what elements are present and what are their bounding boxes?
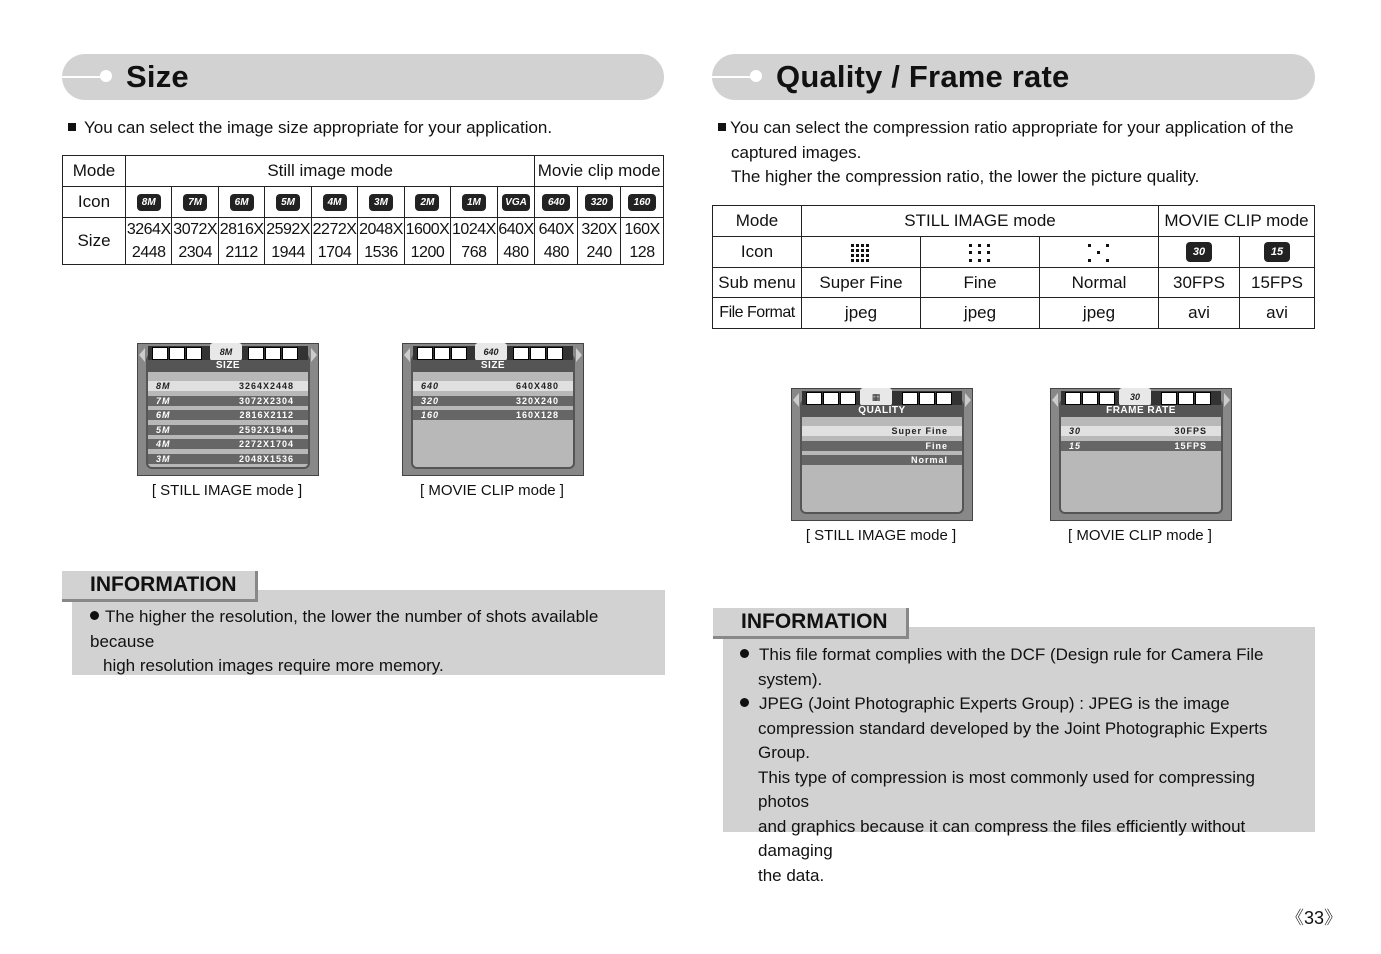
- size-value-cell: 320X 240: [578, 218, 621, 265]
- screen-tab-bar: [148, 346, 308, 360]
- format-label: File Format: [713, 298, 802, 329]
- format-cell: avi: [1159, 298, 1240, 329]
- screen-heading: SIZE: [413, 360, 573, 372]
- option-label: 640X480: [515, 381, 559, 391]
- menu-option[interactable]: [148, 396, 308, 406]
- format-cell: jpeg: [1040, 298, 1159, 329]
- size-value-cell: 1024X 768: [451, 218, 497, 265]
- size-value-cell: 2048X 1536: [358, 218, 404, 265]
- size-icon-cell: [265, 187, 311, 218]
- quality-intro: You can select the compression ratio appropriate for your application of the captured images. The higher the compression ratio, the lower the picture quality.: [718, 116, 1308, 190]
- menu-option[interactable]: [802, 426, 962, 436]
- super-fine-icon: ▦: [860, 388, 892, 406]
- quality-table: [712, 205, 1315, 329]
- resolution-icon: 640: [542, 194, 570, 211]
- 30fps-icon: 30: [1159, 237, 1240, 268]
- menu-option[interactable]: [802, 441, 962, 451]
- screen-heading: QUALITY: [802, 405, 962, 417]
- option-icon: 3M: [156, 453, 171, 464]
- submenu-cell: Normal: [1040, 268, 1159, 298]
- submenu-cell: 15FPS: [1240, 268, 1315, 298]
- screen-heading: FRAME RATE: [1061, 405, 1221, 417]
- size-value-cell: 3264X 2448: [126, 218, 172, 265]
- option-icon: 30: [1069, 426, 1082, 436]
- selected-tab: 30: [1119, 388, 1151, 406]
- format-cell: avi: [1240, 298, 1315, 329]
- resolution-icon: 4M: [323, 194, 347, 211]
- menu-option[interactable]: [148, 454, 308, 464]
- size-value-cell: 1600X 1200: [404, 218, 450, 265]
- quality-header: [712, 54, 1315, 100]
- frame-rate-screen: [1050, 388, 1232, 521]
- quality-screen: [791, 388, 973, 521]
- menu-option[interactable]: [802, 455, 962, 465]
- size-value-cell: 2272X 1704: [311, 218, 357, 265]
- screen-tab-bar: [413, 346, 573, 360]
- submenu-cell: Fine: [921, 268, 1040, 298]
- quality-still-caption: [ STILL IMAGE mode ]: [805, 527, 957, 544]
- mode-label: Mode: [713, 206, 802, 237]
- submenu-label: Sub menu: [713, 268, 802, 298]
- still-size-caption: [ STILL IMAGE mode ]: [151, 482, 303, 499]
- resolution-icon: 6M: [230, 194, 254, 211]
- size-title: Size: [126, 59, 189, 94]
- frame-rate-caption: [ MOVIE CLIP mode ]: [1068, 527, 1212, 544]
- size-value-cell: 640X 480: [535, 218, 578, 265]
- option-icon: 4M: [156, 439, 171, 449]
- screen-tab-bar: [1061, 391, 1221, 405]
- icon-label: Icon: [713, 237, 802, 268]
- option-label: 320X240: [515, 395, 559, 406]
- screen-heading: SIZE: [148, 360, 308, 372]
- option-label: Fine: [925, 440, 948, 451]
- menu-option[interactable]: [148, 410, 308, 420]
- still-size-screen: [137, 343, 319, 476]
- resolution-icon: 8M: [137, 194, 161, 211]
- option-label: Super Fine: [891, 426, 948, 436]
- size-info-text: The higher the resolution, the lower the number of shots available because high resolution images require more memory.: [90, 607, 599, 675]
- resolution-icon: 5M: [276, 194, 300, 211]
- size-icon-cell: [358, 187, 404, 218]
- super-fine-icon: [802, 237, 921, 268]
- size-icon-cell: [218, 187, 264, 218]
- menu-option[interactable]: [1061, 441, 1221, 451]
- menu-option[interactable]: [413, 396, 573, 406]
- size-icon-cell: [404, 187, 450, 218]
- format-cell: jpeg: [802, 298, 921, 329]
- selected-tab: 8M: [210, 343, 242, 361]
- menu-option[interactable]: [413, 410, 573, 420]
- movie-size-screen: [402, 343, 584, 476]
- option-icon: 7M: [156, 395, 171, 406]
- size-value-cell: 640X 480: [497, 218, 535, 265]
- option-icon: 8M: [156, 381, 171, 391]
- movie-mode-header: MOVIE CLIP mode: [1159, 206, 1315, 237]
- option-label: 2272X1704: [238, 439, 294, 449]
- menu-option[interactable]: [413, 381, 573, 391]
- size-icon-cell: [126, 187, 172, 218]
- submenu-cell: Super Fine: [802, 268, 921, 298]
- option-label: 2592X1944: [238, 424, 294, 435]
- fine-icon: [921, 237, 1040, 268]
- quality-info-text: This file format complies with the DCF (Design rule for Camera File system). JPEG (Joint Photographic Experts Group) : JPEG is the image compression standard developed by the Joint Photographic Experts Group. This type of compression is most commonly used for compressing photos and graphics because it can compress the files efficiently without damaging the data.: [740, 643, 1310, 888]
- option-label: 3072X2304: [238, 395, 294, 406]
- option-icon: 15: [1069, 440, 1082, 451]
- option-label: Normal: [910, 455, 948, 465]
- size-icon-cell: [497, 187, 535, 218]
- icon-label: Icon: [63, 187, 126, 218]
- option-label: 15FPS: [1174, 440, 1207, 451]
- mode-label: Mode: [63, 156, 126, 187]
- menu-option[interactable]: [1061, 426, 1221, 436]
- resolution-icon: 160: [628, 194, 656, 211]
- size-value-cell: 3072X 2304: [172, 218, 218, 265]
- movie-mode-header: Movie clip mode: [535, 156, 664, 187]
- still-mode-header: Still image mode: [126, 156, 535, 187]
- page-number: 《33》: [1286, 908, 1343, 928]
- option-label: 160X128: [515, 410, 559, 420]
- quality-title: Quality / Frame rate: [776, 59, 1070, 94]
- menu-option[interactable]: [148, 425, 308, 435]
- normal-icon: [1040, 237, 1159, 268]
- size-header: [62, 54, 664, 100]
- option-icon: 160: [421, 410, 440, 420]
- option-icon: 320: [421, 395, 440, 406]
- size-info-title: INFORMATION: [62, 571, 258, 602]
- size-intro: You can select the image size appropriate for your application.: [68, 116, 552, 141]
- resolution-icon: 7M: [183, 194, 207, 211]
- option-label: 2048X1536: [238, 453, 294, 464]
- size-value-cell: 160X 128: [621, 218, 664, 265]
- size-icon-cell: [451, 187, 497, 218]
- menu-option[interactable]: [148, 439, 308, 449]
- resolution-icon: 2M: [415, 194, 439, 211]
- 15fps-icon: 15: [1240, 237, 1315, 268]
- resolution-icon: 3M: [369, 194, 393, 211]
- size-value-cell: 2592X 1944: [265, 218, 311, 265]
- selected-tab: 640: [475, 343, 507, 361]
- resolution-icon: 1M: [462, 194, 486, 211]
- resolution-icon: VGA: [502, 194, 530, 211]
- screen-tab-bar: [802, 391, 962, 405]
- option-label: 2816X2112: [239, 410, 294, 420]
- size-value-cell: 2816X 2112: [218, 218, 264, 265]
- option-icon: 640: [421, 381, 440, 391]
- size-table: [62, 155, 664, 265]
- format-cell: jpeg: [921, 298, 1040, 329]
- still-mode-header: STILL IMAGE mode: [802, 206, 1159, 237]
- option-icon: 6M: [156, 410, 171, 420]
- size-icon-cell: [578, 187, 621, 218]
- option-icon: 5M: [156, 424, 171, 435]
- size-label: Size: [63, 218, 126, 265]
- resolution-icon: 320: [585, 194, 613, 211]
- size-icon-cell: [621, 187, 664, 218]
- menu-option[interactable]: [148, 381, 308, 391]
- size-icon-cell: [535, 187, 578, 218]
- option-label: 30FPS: [1174, 426, 1207, 436]
- quality-info-title: INFORMATION: [713, 608, 909, 639]
- size-icon-cell: [172, 187, 218, 218]
- size-icon-cell: [311, 187, 357, 218]
- option-label: 3264X2448: [238, 381, 294, 391]
- movie-size-caption: [ MOVIE CLIP mode ]: [420, 482, 564, 499]
- submenu-cell: 30FPS: [1159, 268, 1240, 298]
